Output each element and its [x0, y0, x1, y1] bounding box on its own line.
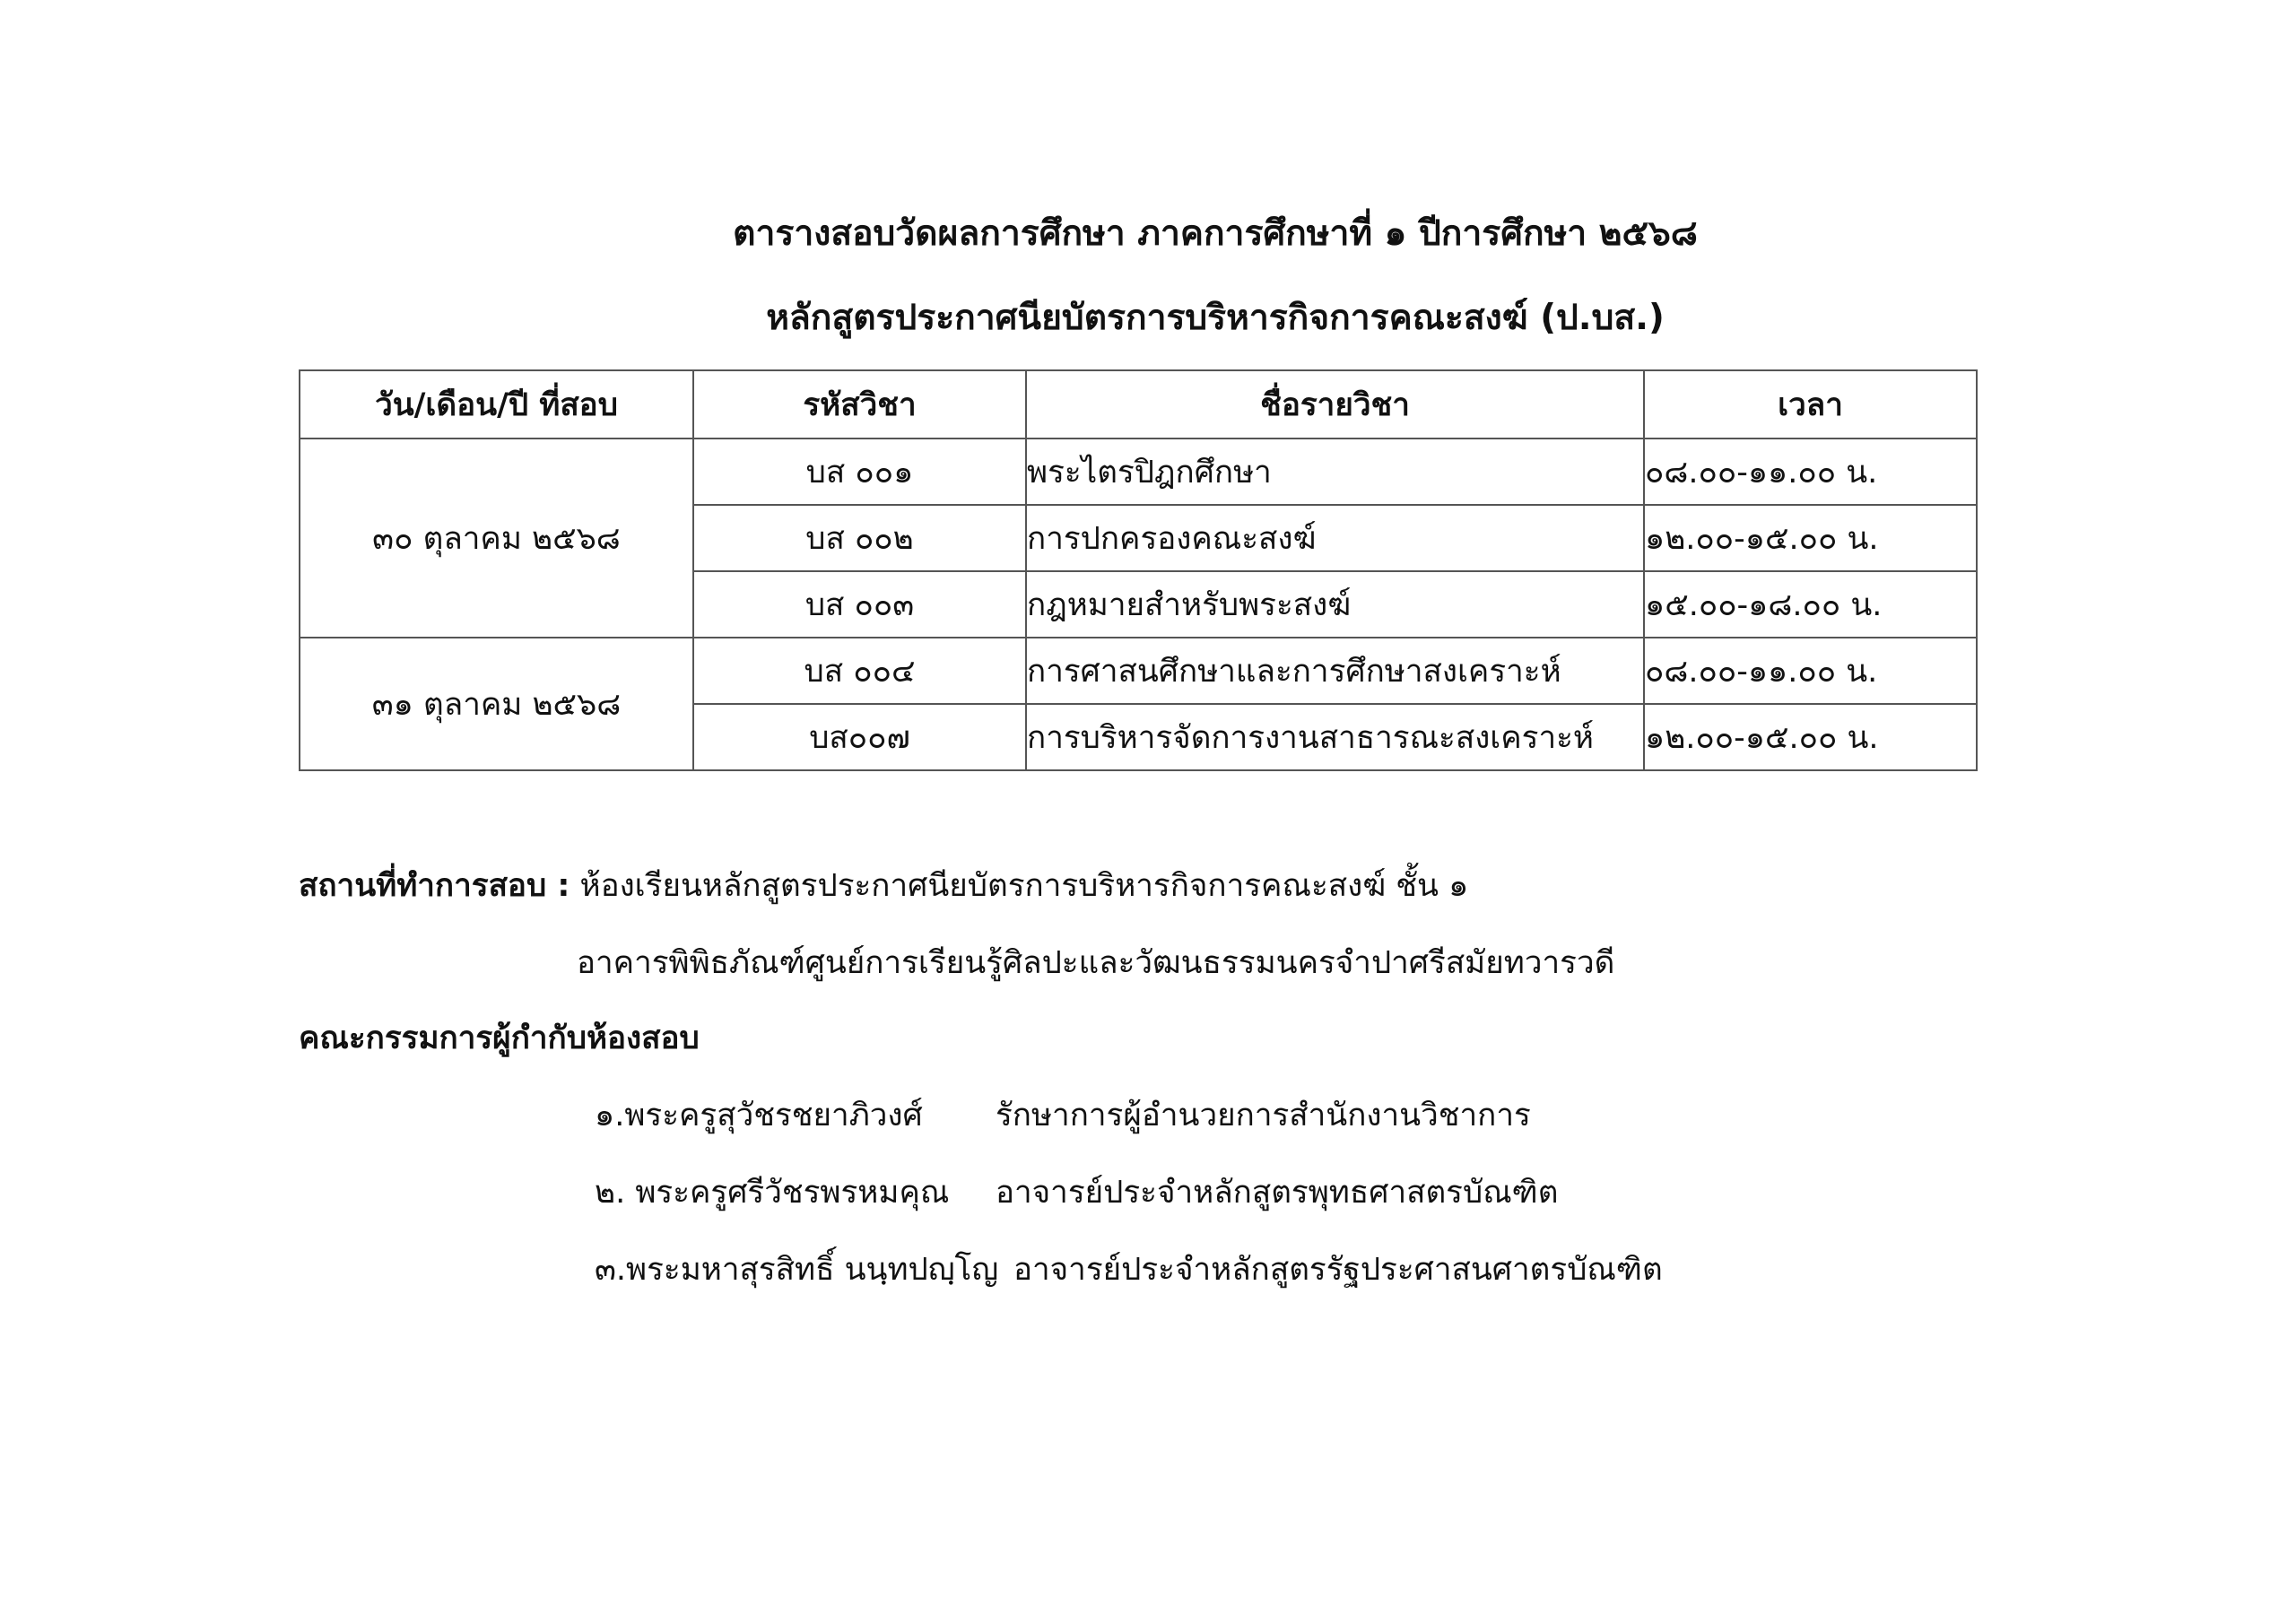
page-subtitle: หลักสูตรประกาศนียบัตรการบริหารกิจการคณะสงฆ์ (ป.บส.) — [766, 298, 1665, 338]
committee-member-name: ๓.พระมหาสุรสิทธิ์ นนฺทปญฺโญ — [595, 1252, 999, 1288]
venue-line — [299, 864, 1468, 908]
table-row — [300, 439, 1977, 505]
course-code-cell: บส ๐๐๓ — [693, 571, 1026, 638]
exam-time-cell: ๐๘.๐๐-๑๑.๐๐ น. — [1644, 638, 1977, 704]
committee-member-role: รักษาการผู้อำนวยการสำนักงานวิชาการ — [996, 1098, 1531, 1133]
exam-time-cell: ๑๒.๐๐-๑๕.๐๐ น. — [1644, 505, 1977, 571]
venue-label: สถานที่ทำการสอบ : — [299, 868, 570, 904]
exam-time-cell: ๑๒.๐๐-๑๕.๐๐ น. — [1644, 704, 1977, 770]
course-name-cell: พระไตรปิฎกศึกษา — [1026, 439, 1644, 505]
course-name-cell: กฎหมายสำหรับพระสงฆ์ — [1026, 571, 1644, 638]
committee-member-name: ๑.พระครูสุวัชรชยาภิวงศ์ — [595, 1098, 923, 1133]
venue-building: อาคารพิพิธภัณฑ์ศูนย์การเรียนรู้ศิลปะและวัฒนธรรมนครจำปาศรีสมัยทวารวดี — [577, 945, 1615, 981]
exam-schedule-table — [299, 369, 1978, 771]
committee-heading: คณะกรรมการผู้กำกับห้องสอบ — [299, 1020, 700, 1056]
table-header-row — [300, 370, 1977, 439]
course-code-cell: บส ๐๐๒ — [693, 505, 1026, 571]
header-course-name: ชื่อรายวิชา — [1026, 370, 1644, 439]
header-time: เวลา — [1644, 370, 1977, 439]
exam-date-cell: ๓๑ ตุลาคม ๒๕๖๘ — [300, 638, 693, 770]
header-code: รหัสวิชา — [693, 370, 1026, 439]
committee-member-role: อาจารย์ประจำหลักสูตรพุทธศาสตรบัณฑิต — [996, 1175, 1559, 1211]
exam-time-cell: ๑๕.๐๐-๑๘.๐๐ น. — [1644, 571, 1977, 638]
course-code-cell: บส ๐๐๑ — [693, 439, 1026, 505]
course-name-cell: การศาสนศึกษาและการศึกษาสงเคราะห์ — [1026, 638, 1644, 704]
exam-time-cell: ๐๘.๐๐-๑๑.๐๐ น. — [1644, 439, 1977, 505]
committee-member-role: อาจารย์ประจำหลักสูตรรัฐประศาสนศาตรบัณฑิต — [1013, 1252, 1663, 1288]
course-name-cell: การบริหารจัดการงานสาธารณะสงเคราะห์ — [1026, 704, 1644, 770]
venue-room: ห้องเรียนหลักสูตรประกาศนียบัตรการบริหารกิจการคณะสงฆ์ ชั้น ๑ — [579, 868, 1469, 904]
committee-member-name: ๒. พระครูศรีวัชรพรหมคุณ — [595, 1175, 950, 1211]
course-name-cell: การปกครองคณะสงฆ์ — [1026, 505, 1644, 571]
table-row — [300, 638, 1977, 704]
header-date: วัน/เดือน/ปี ที่สอบ — [300, 370, 693, 439]
course-code-cell: บส๐๐๗ — [693, 704, 1026, 770]
course-code-cell: บส ๐๐๔ — [693, 638, 1026, 704]
exam-date-cell: ๓๐ ตุลาคม ๒๕๖๘ — [300, 439, 693, 638]
page-title: ตารางสอบวัดผลการศึกษา ภาคการศึกษาที่ ๑ ปีการศึกษา ๒๕๖๘ — [733, 213, 1698, 254]
